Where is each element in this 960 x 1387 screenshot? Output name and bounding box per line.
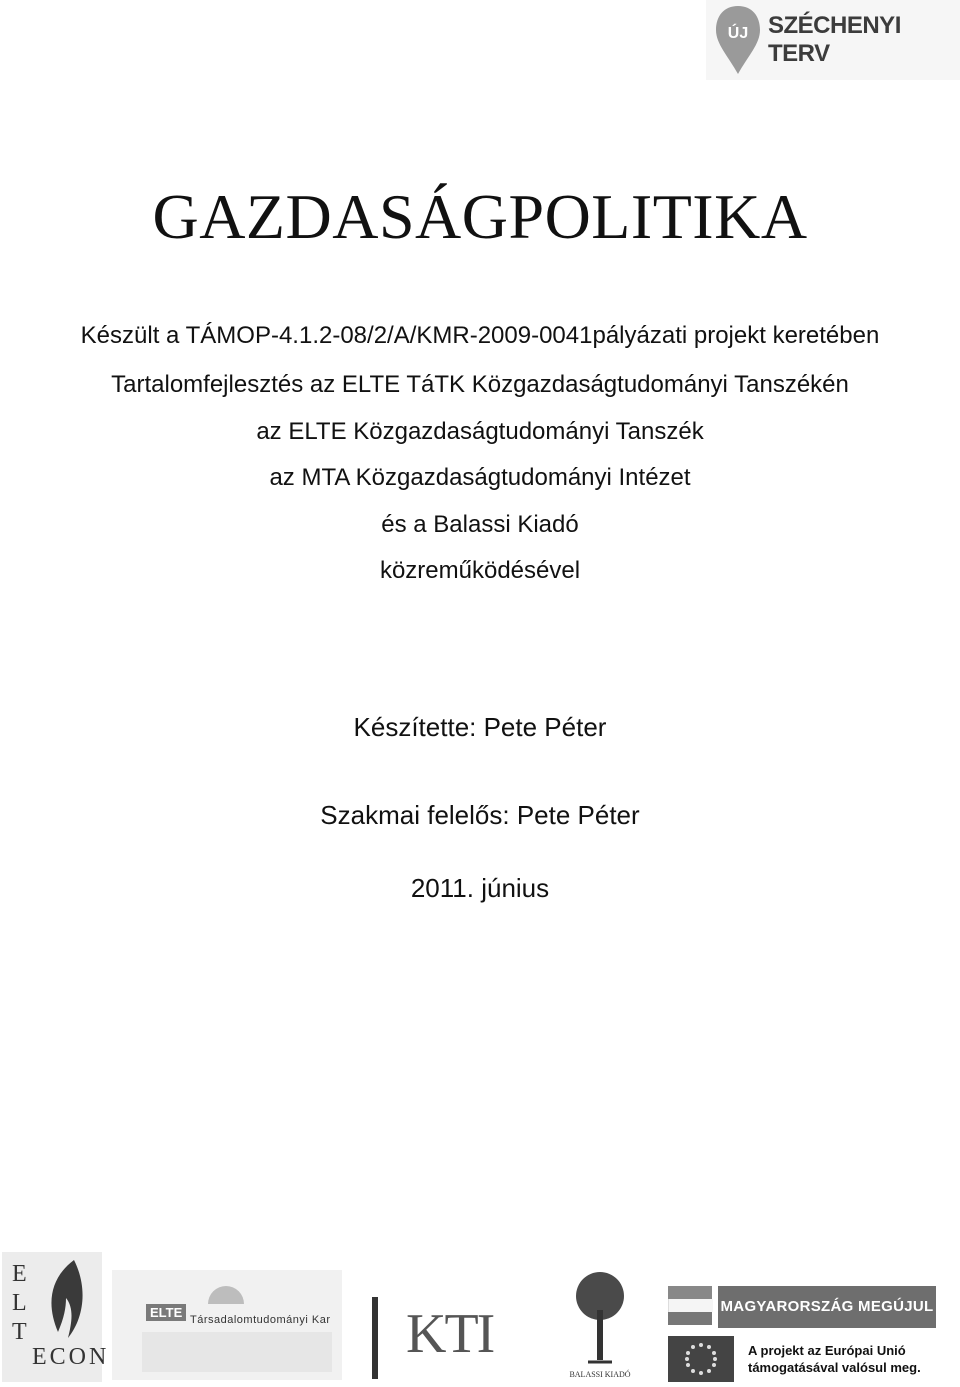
author-line: Készítette: Pete Péter (353, 712, 607, 742)
letter-e: E (12, 1261, 27, 1287)
econ-text: ECON (32, 1344, 110, 1370)
faculty-name: Társadalomtudományi Kar (190, 1314, 331, 1326)
content-development-line: Tartalomfejlesztés az ELTE TáTK Közgazdaságtudományi Tanszékén (111, 371, 849, 398)
divider (372, 1297, 378, 1379)
publisher-line: és a Balassi Kiadó (381, 511, 579, 538)
flag-stripe-middle (668, 1299, 713, 1312)
logo-mark: ÚJ (727, 25, 749, 42)
tree-icon (568, 1270, 632, 1368)
letter-t: T (12, 1319, 27, 1345)
kti-logo (402, 1300, 542, 1380)
elte-econ-logo (2, 1252, 110, 1382)
logo-text: SZÉCHENYI TERV (768, 12, 901, 67)
location-pin-icon (714, 4, 762, 76)
magyarorszag-megujul-logo (668, 1286, 936, 1382)
eu-support-text: A projekt az Európai Unió támogatásával valósul meg. (748, 1343, 921, 1375)
mmu-banner: MAGYARORSZÁG MEGÚJUL (718, 1286, 936, 1328)
flag-stripe-top (668, 1286, 712, 1299)
eu-flag-icon (668, 1336, 734, 1382)
flag-stripe-bottom (668, 1312, 712, 1325)
balassi-kiado-logo (560, 1270, 640, 1384)
elte-department-line: az ELTE Közgazdaságtudományi Tanszék (256, 418, 704, 445)
letter-l: L (12, 1290, 27, 1316)
document-title: GAZDASÁGPOLITIKA (152, 181, 808, 252)
dome-icon (204, 1270, 248, 1306)
elte-letters (12, 1260, 27, 1347)
project-line: Készült a TÁMOP-4.1.2-08/2/A/KMR-2009-0041pályázati projekt keretében (80, 322, 880, 349)
leaf-icon (44, 1258, 88, 1342)
elte-tatk-logo (112, 1270, 342, 1380)
mta-institute-line: az MTA Közgazdaságtudományi Intézet (269, 464, 691, 491)
responsible-line: Szakmai felelős: Pete Péter (320, 800, 640, 830)
date-line: 2011. június (410, 873, 550, 903)
cooperation-line: közreműködésével (379, 557, 581, 584)
elte-badge: ELTE (146, 1304, 186, 1321)
kti-text: KTI (406, 1303, 494, 1365)
balassi-caption: BALASSI KIADÓ (569, 1370, 631, 1379)
building-shape (142, 1332, 332, 1372)
szechenyi-terv-logo (706, 0, 960, 80)
